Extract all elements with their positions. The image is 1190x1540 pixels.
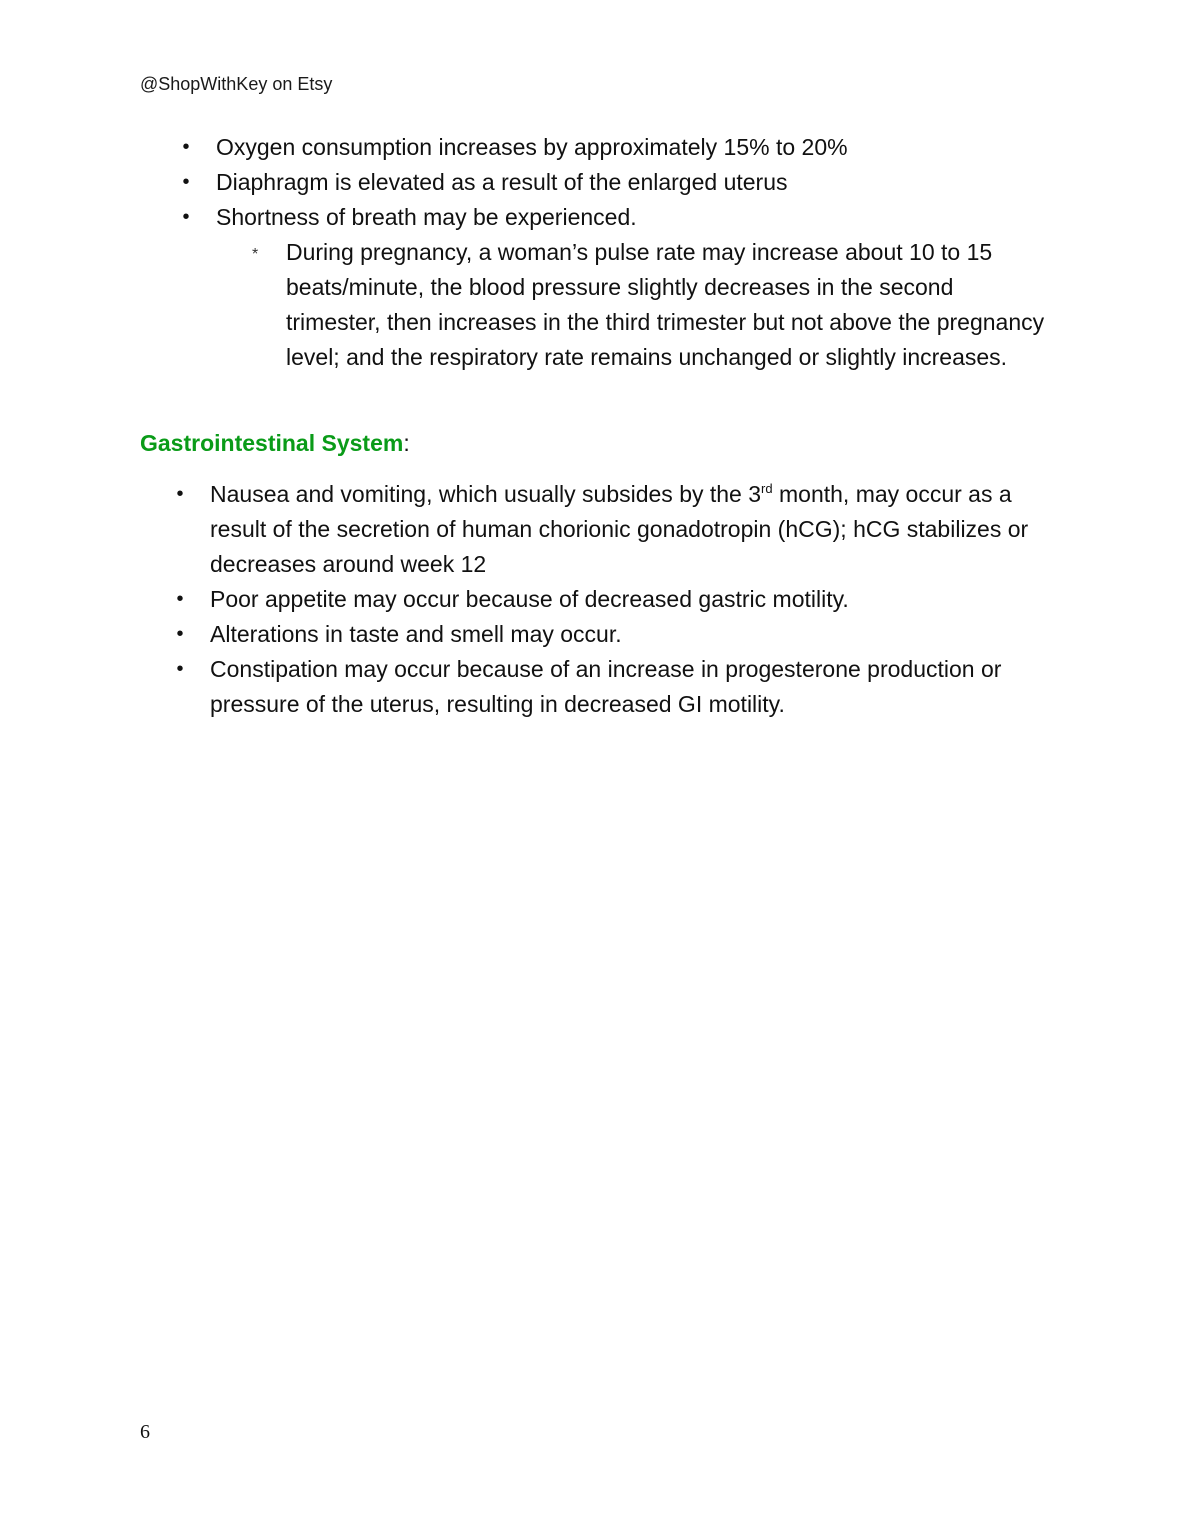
list-item-text: Alterations in taste and smell may occur.: [210, 621, 622, 647]
respiratory-list: [178, 130, 1048, 375]
list-item-text: Poor appetite may occur because of decreased gastric motility.: [210, 586, 849, 612]
section-heading-title: Gastrointestinal System: [140, 430, 404, 456]
vital-signs-note-text: During pregnancy, a woman’s pulse rate may increase about 10 to 15 beats/minute, the blood pressure slightly decreases in the second trimester, then increases in the third trimester but not above the pregnancy level; and the respiratory rate remains unchanged or slightly increases.: [286, 239, 1045, 370]
bullet-icon: •: [176, 483, 184, 505]
list-item: [172, 477, 1042, 582]
vital-signs-note: [252, 235, 1048, 375]
list-item-text-after: month, may occur as a result of the secretion of human chorionic gonadotropin (hCG); hCG stabilizes or decreases around week 12: [210, 481, 1029, 577]
bullet-icon: •: [176, 588, 184, 610]
list-item: [178, 165, 1048, 200]
list-item: [172, 582, 1042, 617]
list-item-text-before: Nausea and vomiting, which usually subsides by the 3: [210, 481, 762, 507]
header-credit: @ShopWithKey on Etsy: [140, 74, 333, 94]
bullet-icon: •: [182, 206, 190, 228]
list-item: [178, 130, 1048, 165]
section-heading: [140, 426, 410, 461]
list-item-text: Oxygen consumption increases by approximately 15% to 20%: [216, 134, 848, 160]
bullet-icon: •: [176, 658, 184, 680]
list-item-text: Constipation may occur because of an increase in progesterone production or pressure of the uterus, resulting in decreased GI motility.: [210, 656, 1002, 717]
list-item: [172, 617, 1042, 652]
bullet-icon: •: [182, 136, 190, 158]
list-item-text: Diaphragm is elevated as a result of the enlarged uterus: [216, 169, 788, 195]
list-item-text: Shortness of breath may be experienced.: [216, 204, 637, 230]
list-item: [172, 652, 1042, 722]
bullet-icon: •: [182, 171, 190, 193]
section-heading-colon: :: [403, 430, 410, 456]
page-number: 6: [140, 1421, 150, 1443]
list-item: [178, 200, 1048, 235]
ordinal-superscript: rd: [761, 481, 773, 496]
list-item-text: [210, 477, 1042, 582]
gastrointestinal-list: [172, 477, 1042, 722]
bullet-icon: •: [176, 623, 184, 645]
star-bullet-icon: *: [252, 246, 259, 263]
